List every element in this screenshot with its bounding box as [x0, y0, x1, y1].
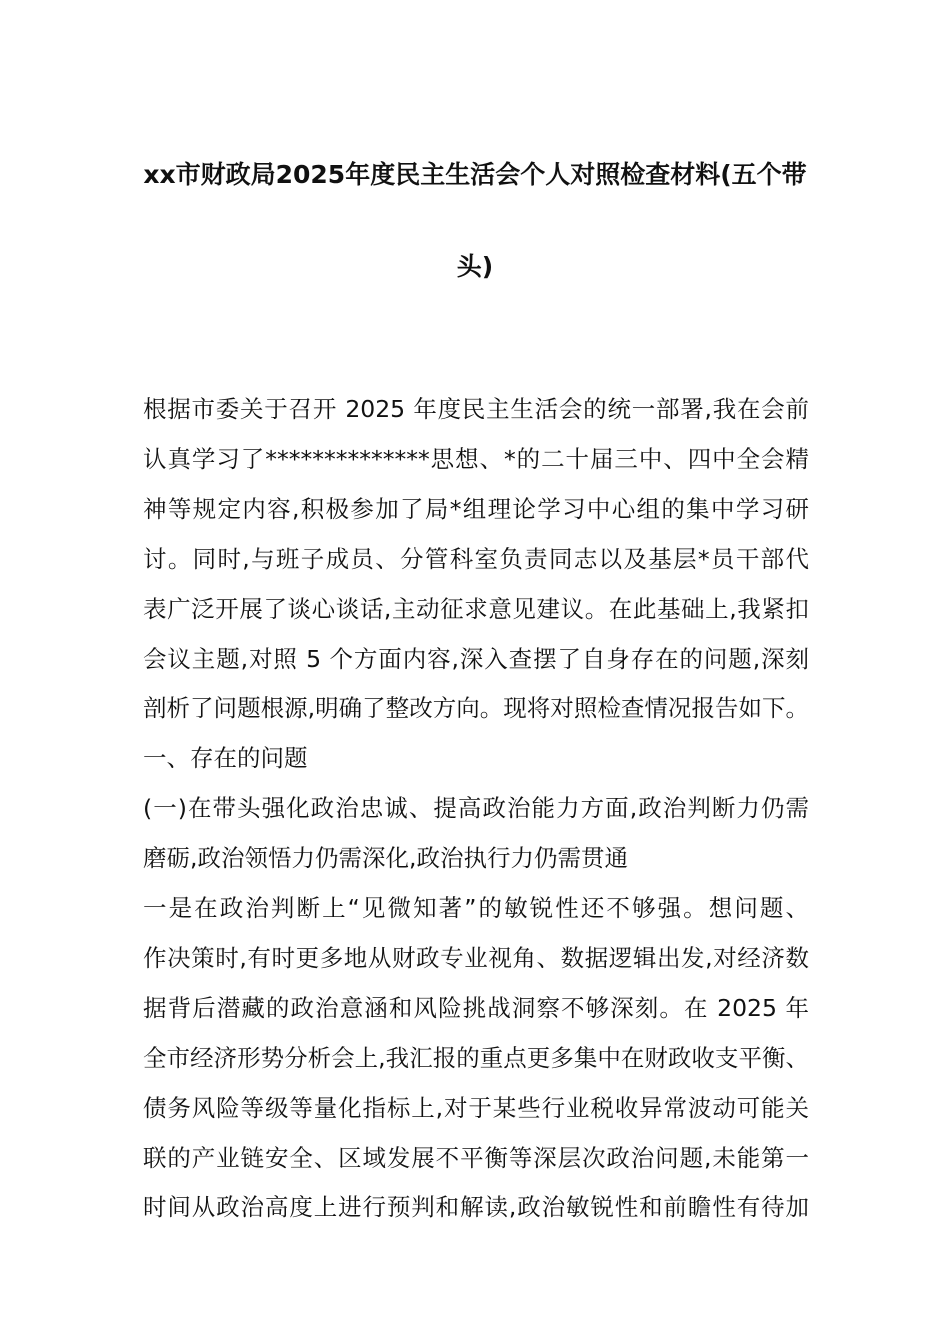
- paragraph-line: 债务风险等级等量化指标上,对于某些行业税收异常波动可能关: [143, 1093, 809, 1122]
- document-title-line-1: xx市财政局2025年度民主生活会个人对照检查材料(五个带: [143, 160, 807, 189]
- section-heading: 一、存在的问题: [143, 744, 308, 773]
- paragraph-line: 讨。同时,与班子成员、分管科室负责同志以及基层*员干部代: [143, 544, 809, 573]
- paragraph-line: 作决策时,有时更多地从财政专业视角、数据逻辑出发,对经济数: [143, 943, 809, 972]
- subsection-heading: 磨砺,政治领悟力仍需深化,政治执行力仍需贯通: [143, 844, 628, 873]
- paragraph-line: 时间从政治高度上进行预判和解读,政治敏锐性和前瞻性有待加: [143, 1193, 809, 1222]
- paragraph-line: 表广泛开展了谈心谈话,主动征求意见建议。在此基础上,我紧扣: [143, 594, 809, 623]
- paragraph-line: 会议主题,对照 5 个方面内容,深入查摆了自身存在的问题,深刻: [143, 644, 809, 673]
- paragraph-line: 认真学习了**************思想、*的二十届三中、四中全会精: [143, 444, 809, 473]
- subsection-heading: (一)在带头强化政治忠诚、提高政治能力方面,政治判断力仍需: [143, 794, 809, 823]
- paragraph-line: 根据市委关于召开 2025 年度民主生活会的统一部署,我在会前: [143, 395, 809, 423]
- paragraph-line: 联的产业链安全、区域发展不平衡等深层次政治问题,未能第一: [143, 1143, 809, 1172]
- document-title-line-2: 头): [456, 252, 494, 281]
- paragraph-line: 据背后潜藏的政治意涵和风险挑战洞察不够深刻。在 2025 年: [143, 993, 809, 1022]
- paragraph-line: 剖析了问题根源,明确了整改方向。现将对照检查情况报告如下。: [143, 694, 809, 723]
- paragraph-line: 神等规定内容,积极参加了局*组理论学习中心组的集中学习研: [143, 494, 809, 523]
- paragraph-line: 全市经济形势分析会上,我汇报的重点更多集中在财政收支平衡、: [143, 1043, 809, 1072]
- paragraph-line: 一是在政治判断上“见微知著”的敏锐性还不够强。想问题、: [143, 894, 809, 922]
